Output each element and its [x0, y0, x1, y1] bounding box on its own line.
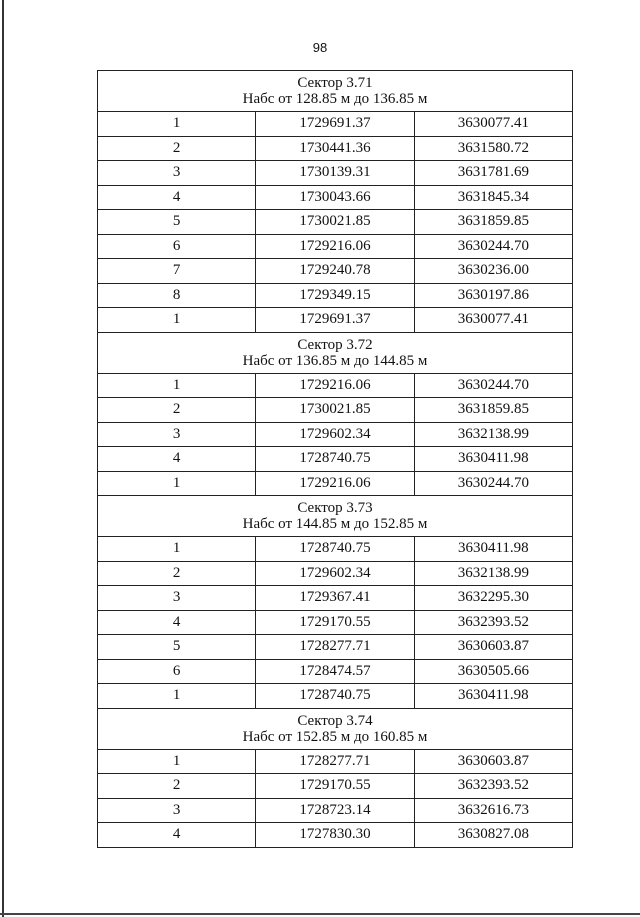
page-edge-bottom: [0, 913, 640, 915]
coordinate-x-cell: [256, 537, 414, 562]
coordinate-x: 1729602.34: [299, 564, 371, 581]
coordinate-y: 3630411.98: [457, 450, 529, 467]
sector-header-row: [98, 71, 573, 112]
coordinate-x: 1729602.34: [299, 425, 371, 442]
point-number-cell: [98, 422, 256, 447]
point-number: 5: [172, 213, 181, 230]
point-number: 5: [172, 638, 181, 655]
coordinate-x: 1730441.36: [299, 139, 371, 156]
coordinate-y: 3632295.30: [457, 589, 529, 606]
point-number-cell: [98, 259, 256, 284]
coordinate-x: 1728474.57: [299, 662, 371, 679]
point-number: 3: [172, 589, 181, 606]
coordinate-y: 3631859.85: [457, 213, 529, 230]
coordinate-y-cell: [414, 398, 572, 423]
coordinate-x-cell: [256, 635, 414, 660]
point-number: 4: [172, 613, 181, 630]
table-row: [98, 659, 573, 684]
sector-title: Сектор 3.72: [297, 336, 373, 353]
point-number: 6: [172, 237, 181, 254]
coordinate-y-cell: [414, 283, 572, 308]
table-row: [98, 210, 573, 235]
table-row: [98, 185, 573, 210]
point-number-cell: [98, 308, 256, 333]
point-number-cell: [98, 659, 256, 684]
point-number: 1: [172, 752, 181, 769]
coordinate-x-cell: [256, 749, 414, 774]
coordinate-y: 3632393.52: [457, 777, 529, 794]
coordinate-x: 1728277.71: [299, 638, 371, 655]
point-number-cell: [98, 684, 256, 709]
point-number-cell: [98, 774, 256, 799]
coordinate-x-cell: [256, 471, 414, 496]
coordinate-x-cell: [256, 308, 414, 333]
sector-height-range: Набс от 128.85 м до 136.85 м: [242, 91, 428, 107]
coordinate-y-cell: [414, 798, 572, 823]
point-number-cell: [98, 823, 256, 848]
coordinate-y: 3630077.41: [457, 311, 529, 328]
table-row: [98, 373, 573, 398]
point-number-cell: [98, 471, 256, 496]
coordinate-x: 1728740.75: [299, 540, 371, 557]
coordinate-y: 3632138.99: [457, 425, 529, 442]
table-row: [98, 283, 573, 308]
sector-header-row: [98, 496, 573, 537]
point-number: 4: [172, 826, 181, 843]
coordinate-y: 3630244.70: [457, 376, 529, 393]
coordinate-y: 3631845.34: [457, 188, 529, 205]
point-number-cell: [98, 210, 256, 235]
coordinate-x: 1729216.06: [299, 237, 371, 254]
coordinate-x: 1728740.75: [299, 450, 371, 467]
page-number: 98: [312, 40, 328, 55]
point-number-cell: [98, 561, 256, 586]
coordinate-y-cell: [414, 185, 572, 210]
coordinate-x: 1729216.06: [299, 474, 371, 491]
point-number: 3: [172, 164, 181, 181]
coordinate-x: 1728740.75: [299, 687, 371, 704]
coordinate-y: 3630197.86: [457, 286, 529, 303]
point-number-cell: [98, 112, 256, 137]
point-number: 1: [172, 311, 181, 328]
sector-header: [98, 71, 573, 112]
point-number: 4: [172, 188, 181, 205]
coordinate-y-cell: [414, 610, 572, 635]
table-row: [98, 749, 573, 774]
coordinate-y: 3632138.99: [457, 564, 529, 581]
point-number-cell: [98, 537, 256, 562]
point-number-cell: [98, 398, 256, 423]
table-row: [98, 398, 573, 423]
sector-title: Сектор 3.71: [297, 75, 373, 91]
table-row: [98, 161, 573, 186]
coordinate-x: 1729349.15: [299, 286, 371, 303]
coordinate-y: 3632616.73: [457, 801, 529, 818]
point-number: 1: [172, 687, 181, 704]
table-row: [98, 774, 573, 799]
point-number: 2: [172, 139, 181, 156]
sector-header: [98, 332, 573, 373]
coordinate-x-cell: [256, 659, 414, 684]
table-row: [98, 422, 573, 447]
table-row: [98, 798, 573, 823]
coordinate-x-cell: [256, 112, 414, 137]
table-row: [98, 308, 573, 333]
coordinate-y-cell: [414, 823, 572, 848]
coordinate-y-cell: [414, 635, 572, 660]
coordinate-y-cell: [414, 373, 572, 398]
page-edge-left: [2, 0, 4, 917]
coordinate-x-cell: [256, 684, 414, 709]
coordinate-y: 3630505.66: [457, 662, 529, 679]
coordinate-x: 1730021.85: [299, 401, 371, 418]
coordinate-x-cell: [256, 259, 414, 284]
coordinate-y: 3630077.41: [457, 115, 529, 132]
point-number: 8: [172, 286, 181, 303]
point-number-cell: [98, 610, 256, 635]
coordinate-y: 3630603.87: [457, 638, 529, 655]
point-number-cell: [98, 136, 256, 161]
coordinate-x-cell: [256, 447, 414, 472]
coordinate-x: 1730043.66: [299, 188, 371, 205]
coordinate-y: 3630244.70: [457, 474, 529, 491]
sector-title: Сектор 3.73: [297, 500, 373, 516]
table-row: [98, 537, 573, 562]
coordinate-y-cell: [414, 136, 572, 161]
point-number: 1: [172, 474, 181, 491]
coordinate-y-cell: [414, 447, 572, 472]
point-number: 2: [172, 401, 181, 418]
coordinate-y: 3630411.98: [457, 687, 529, 704]
coordinate-x-cell: [256, 561, 414, 586]
table-row: [98, 823, 573, 848]
coordinate-y: 3630827.08: [457, 826, 529, 843]
coordinate-x-cell: [256, 398, 414, 423]
coordinate-y-cell: [414, 586, 572, 611]
coordinate-y: 3632393.52: [457, 613, 529, 630]
coordinate-x-cell: [256, 798, 414, 823]
coordinate-x: 1729170.55: [299, 777, 371, 794]
coordinate-y-cell: [414, 234, 572, 259]
coordinate-y: 3631859.85: [457, 401, 529, 418]
point-number: 7: [172, 262, 181, 279]
coordinate-x-cell: [256, 210, 414, 235]
coordinate-y-cell: [414, 471, 572, 496]
coordinate-y: 3630603.87: [457, 752, 529, 769]
coordinate-x: 1729216.06: [299, 376, 371, 393]
coordinate-x: 1728723.14: [299, 801, 371, 818]
coordinate-x: 1729170.55: [299, 613, 371, 630]
point-number-cell: [98, 185, 256, 210]
sector-header: [98, 496, 573, 537]
sector-height-range: Набс от 152.85 м до 160.85 м: [242, 728, 428, 745]
point-number: 3: [172, 425, 181, 442]
sector-header: [98, 708, 573, 749]
coordinate-x: 1730021.85: [299, 213, 371, 230]
table-row: [98, 635, 573, 660]
table-row: [98, 610, 573, 635]
table-row: [98, 586, 573, 611]
sector-height-range: Набс от 136.85 м до 144.85 м: [242, 352, 428, 369]
coordinate-y-cell: [414, 308, 572, 333]
coordinate-x-cell: [256, 422, 414, 447]
point-number-cell: [98, 749, 256, 774]
coordinate-y: 3631580.72: [457, 139, 529, 156]
sector-header-row: [98, 708, 573, 749]
coordinate-y: 3631781.69: [457, 164, 529, 181]
point-number: 1: [172, 115, 181, 132]
point-number-cell: [98, 798, 256, 823]
coordinate-x: 1727830.30: [299, 826, 371, 843]
coordinate-y-cell: [414, 684, 572, 709]
point-number: 6: [172, 662, 181, 679]
coordinate-x: 1729240.78: [299, 262, 371, 279]
point-number: 4: [172, 450, 181, 467]
point-number: 2: [172, 564, 181, 581]
table-row: [98, 684, 573, 709]
table-row: [98, 259, 573, 284]
table-row: [98, 136, 573, 161]
coordinate-x: 1729691.37: [299, 115, 371, 132]
coordinate-y: 3630236.00: [457, 262, 529, 279]
coordinate-x: 1730139.31: [299, 164, 371, 181]
coordinate-y-cell: [414, 749, 572, 774]
table-row: [98, 471, 573, 496]
point-number: 2: [172, 777, 181, 794]
coordinate-x-cell: [256, 373, 414, 398]
point-number: 3: [172, 801, 181, 818]
coordinate-y-cell: [414, 659, 572, 684]
coordinate-x: 1728277.71: [299, 752, 371, 769]
coordinates-table-body: [98, 71, 573, 848]
point-number-cell: [98, 447, 256, 472]
coordinate-x-cell: [256, 774, 414, 799]
coordinate-y-cell: [414, 259, 572, 284]
coordinate-y: 3630411.98: [457, 540, 529, 557]
coordinate-y: 3630244.70: [457, 237, 529, 254]
coordinate-y-cell: [414, 112, 572, 137]
table-row: [98, 561, 573, 586]
point-number: 1: [172, 540, 181, 557]
table-row: [98, 112, 573, 137]
coordinate-x-cell: [256, 823, 414, 848]
coordinate-x-cell: [256, 586, 414, 611]
coordinate-x-cell: [256, 136, 414, 161]
sector-title: Сектор 3.74: [297, 712, 373, 729]
coordinate-x-cell: [256, 610, 414, 635]
sector-header-row: [98, 332, 573, 373]
coordinate-x-cell: [256, 185, 414, 210]
coordinate-y-cell: [414, 161, 572, 186]
table-row: [98, 447, 573, 472]
coordinate-x: 1729691.37: [299, 311, 371, 328]
coordinate-y-cell: [414, 210, 572, 235]
point-number-cell: [98, 283, 256, 308]
point-number: 1: [172, 376, 181, 393]
point-number-cell: [98, 161, 256, 186]
sector-height-range: Набс от 144.85 м до 152.85 м: [242, 516, 428, 532]
coordinate-y-cell: [414, 774, 572, 799]
point-number-cell: [98, 373, 256, 398]
coordinate-y-cell: [414, 561, 572, 586]
coordinate-y-cell: [414, 537, 572, 562]
point-number-cell: [98, 586, 256, 611]
point-number-cell: [98, 234, 256, 259]
coordinate-x-cell: [256, 234, 414, 259]
coordinate-x-cell: [256, 283, 414, 308]
table-row: [98, 234, 573, 259]
coordinate-x: 1729367.41: [299, 589, 371, 606]
coordinate-x-cell: [256, 161, 414, 186]
point-number-cell: [98, 635, 256, 660]
coordinates-table: [97, 70, 573, 848]
coordinate-y-cell: [414, 422, 572, 447]
